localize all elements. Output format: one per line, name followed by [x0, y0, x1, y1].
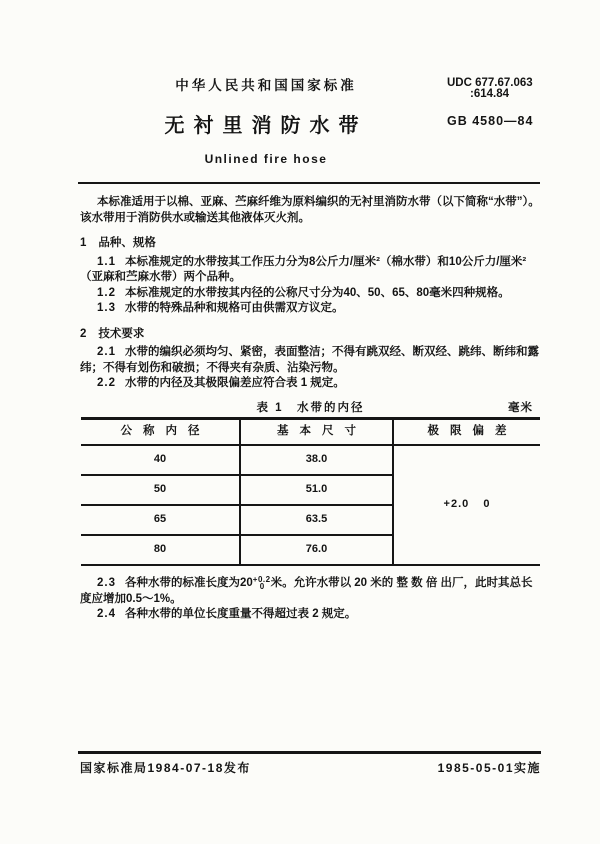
footer-divider — [78, 751, 541, 754]
clause-1-1-text: 本标准规定的水带按其工作压力分为8公斤力/厘米²（棉水带）和10公斤力/厘米²（亚麻和苎麻水带）两个品种。 — [80, 255, 527, 283]
clause-1-3 — [80, 301, 541, 317]
clause-2-1-number: 2.1 — [97, 346, 116, 358]
section1-title: 品种、规格 — [98, 237, 156, 249]
national-standard-label: 中华人民共和国国家标准 — [175, 78, 357, 93]
intro-paragraph: 本标准适用于以棉、亚麻、苎麻纤维为原料编织的无衬里消防水带（以下简称“水带”）。该水带用于消防供水或输送其他液体灭火剂。 — [80, 196, 540, 224]
tolerance-sub: 0 — [259, 582, 265, 591]
deviation-zero: 0 — [483, 498, 491, 511]
clause-1-2-text: 本标准规定的水带按其内径的公称尺寸分为40、50、65、80毫米四种规格。 — [125, 286, 510, 299]
cell-limit-deviation — [393, 445, 540, 565]
clause-2-2-text: 水带的内径及其极限偏差应符合表 1 规定。 — [125, 377, 345, 389]
table1-header-limit-deviation: 极限偏差 — [393, 418, 540, 445]
clause-2-2-number: 2.2 — [97, 377, 116, 389]
clause-2-3-text-after: 米。允许水带以 20 米的 整 数 倍 出厂，此时其总长度应增加0.5～1%。 — [80, 577, 533, 605]
table1-caption: 表 1 水带的内径 — [256, 401, 365, 414]
clause-2-3-text-before: 各种水带的标准长度为20 — [125, 577, 253, 589]
cell-basic-63: 63.5 — [240, 505, 393, 535]
cell-nominal-65: 65 — [81, 505, 240, 535]
footer-implementation-date: 1985-05-01实施 — [437, 761, 541, 775]
document-title-cn: 无衬里消防水带 — [164, 115, 368, 137]
clause-1-3-text: 水带的特殊品种和规格可由供需双方议定。 — [125, 302, 344, 314]
clause-2-1-text: 水带的编织必须均匀、紧密，表面整洁；不得有跳双经、断双经、跳纬、断纬和露纬；不得有划伤和破损；不得夹有杂质、沾染污物。 — [80, 346, 539, 374]
deviation-plus: +2.0 — [443, 498, 470, 511]
clause-2-4-text: 各种水带的单位长度重量不得超过表 2 规定。 — [125, 608, 357, 620]
table1-block — [81, 401, 540, 567]
section2-number: 2 — [80, 327, 87, 340]
clause-1-2-number: 1.2 — [97, 286, 116, 299]
table1 — [81, 417, 540, 567]
header-right — [447, 78, 533, 127]
section2-heading — [80, 327, 541, 343]
table1-header-row — [81, 418, 540, 445]
clause-1-1 — [80, 255, 541, 286]
cell-nominal-40: 40 — [81, 445, 240, 475]
section1-number: 1 — [80, 237, 87, 249]
header-center — [80, 74, 452, 166]
clause-1-2 — [80, 286, 541, 302]
header-divider — [78, 182, 540, 184]
clause-2-4-number: 2.4 — [97, 608, 116, 620]
document-body — [80, 195, 541, 623]
deviation-stack — [444, 498, 491, 511]
standard-number: GB 4580—84 — [447, 114, 534, 128]
clause-2-1 — [80, 345, 541, 376]
section1-heading — [80, 236, 541, 252]
clause-2-3 — [80, 576, 541, 607]
cell-basic-38: 38.0 — [240, 445, 393, 475]
tolerance-sup: +0.2 — [252, 575, 271, 584]
table-row — [81, 445, 540, 475]
length-tolerance — [253, 576, 271, 590]
section2-title: 技术要求 — [98, 327, 145, 340]
document-title-en: Unlined fire hose — [204, 152, 328, 166]
udc-number-line2: :614.84 — [470, 88, 510, 100]
table1-header-basic-size: 基本尺寸 — [240, 418, 393, 445]
udc-number-line1: UDC 677.67.063 — [447, 77, 533, 89]
table1-caption-row — [81, 401, 540, 417]
table1-header-nominal-diameter: 公称内径 — [81, 418, 240, 445]
clause-1-1-number: 1.1 — [97, 255, 116, 268]
cell-nominal-80: 80 — [153, 543, 167, 556]
clause-2-4 — [80, 607, 541, 623]
clause-2-2 — [80, 376, 541, 392]
clause-2-3-number: 2.3 — [97, 577, 116, 589]
footer-issued-date: 国家标准局1984-07-18发布 — [80, 761, 251, 775]
table1-unit-label: 毫米 — [508, 401, 533, 414]
clause-1-3-number: 1.3 — [97, 302, 116, 314]
cell-nominal-50: 50 — [81, 475, 240, 505]
cell-basic-51: 51.0 — [240, 475, 393, 505]
cell-basic-76: 76.0 — [240, 535, 393, 565]
